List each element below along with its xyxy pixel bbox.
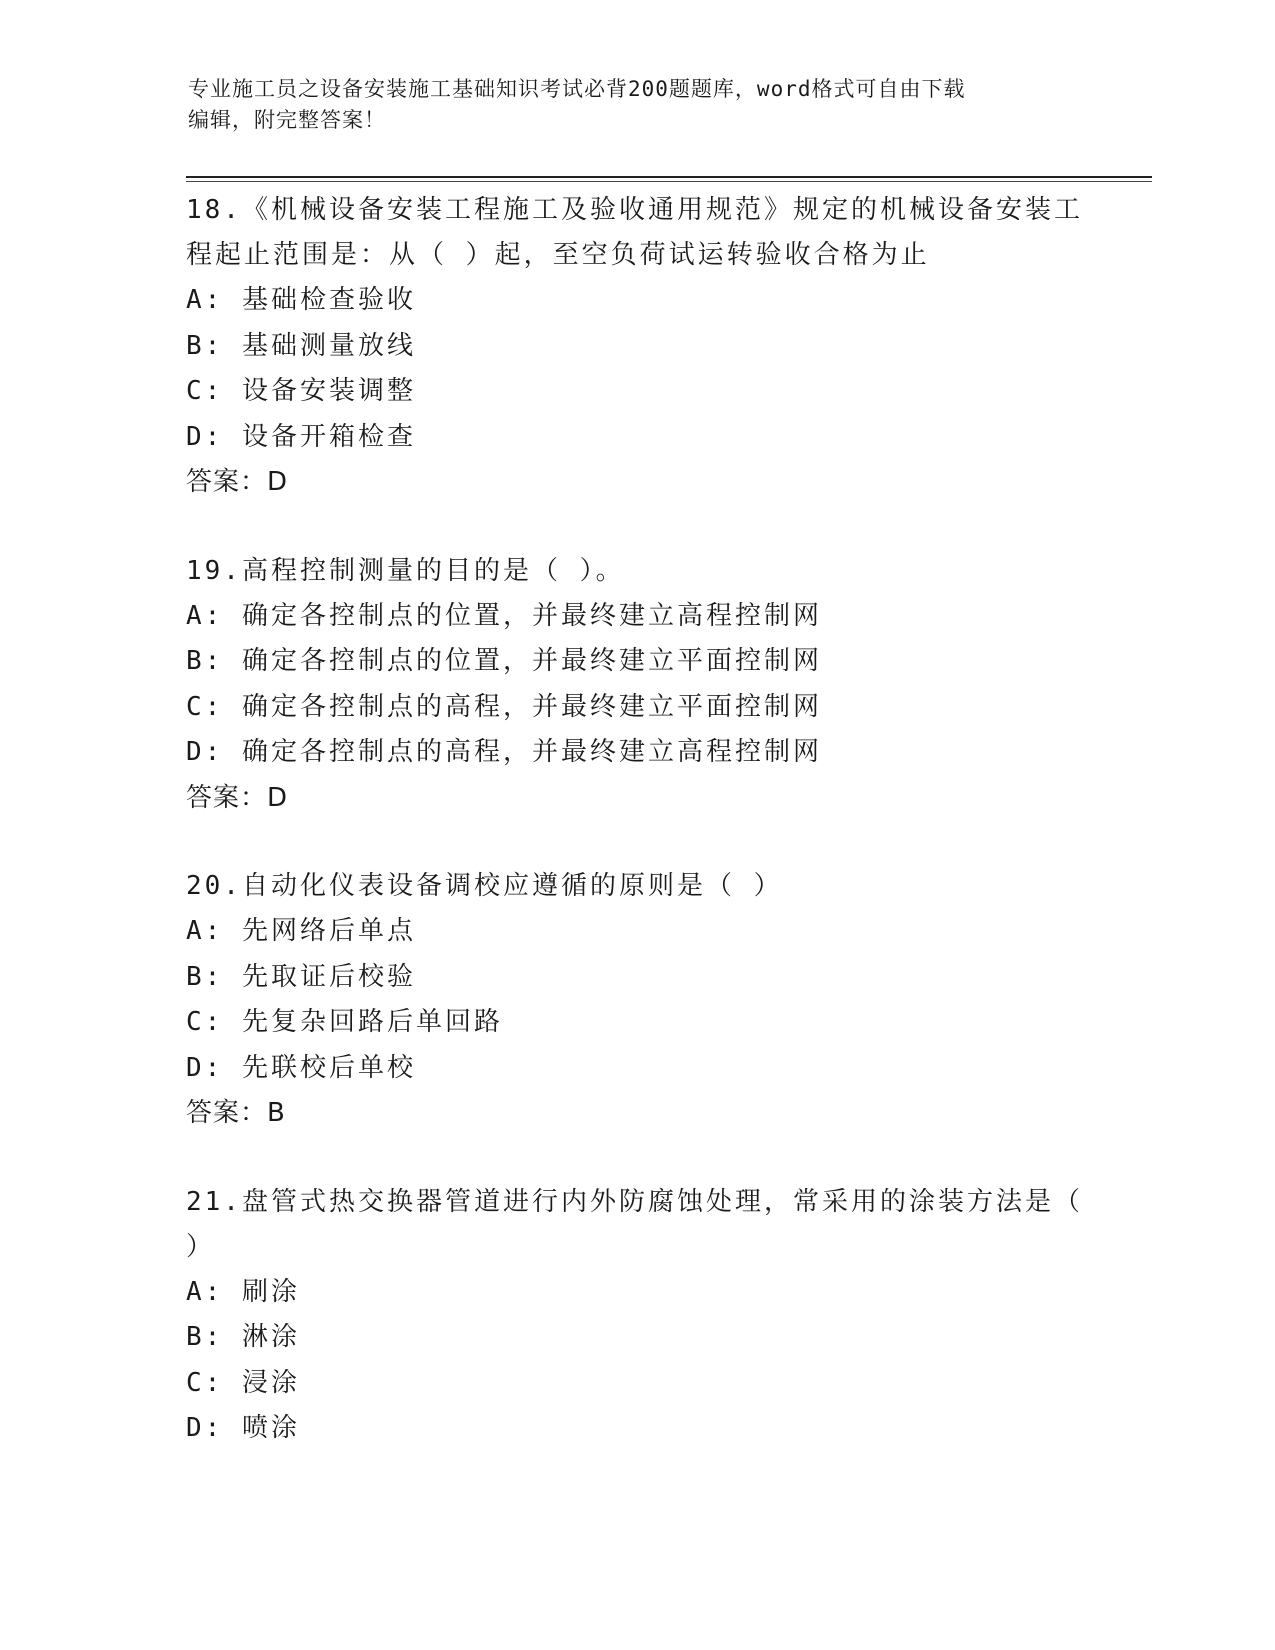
document-header — [188, 74, 1068, 136]
option-a: A: 刷涂 — [186, 1276, 300, 1307]
answer-line: 答案：D — [186, 782, 289, 813]
option-d: D: 先联校后单校 — [186, 1052, 416, 1083]
option-b: B: 基础测量放线 — [186, 330, 416, 361]
question-21 — [186, 1180, 1086, 1452]
answer-line: 答案：D — [186, 467, 289, 497]
option-b: B: 淋涂 — [186, 1322, 300, 1352]
option-c: C: 设备安装调整 — [186, 376, 416, 406]
question-text: 19.高程控制测量的目的是（ ）。 — [186, 555, 625, 586]
option-c: C: 先复杂回路后单回路 — [186, 1007, 503, 1037]
header-line-2: 编辑，附完整答案！ — [188, 108, 386, 132]
option-a: A: 确定各控制点的位置，并最终建立高程控制网 — [186, 600, 822, 631]
option-d: D: 确定各控制点的高程，并最终建立高程控制网 — [186, 737, 822, 767]
option-d: D: 喷涂 — [186, 1413, 300, 1443]
option-d: D: 设备开箱检查 — [186, 421, 416, 452]
question-text: 20.自动化仪表设备调校应遵循的原则是（ ） — [186, 871, 783, 901]
question-20 — [186, 864, 1086, 1137]
header-divider-thick — [186, 176, 1152, 178]
option-c: C: 确定各控制点的高程，并最终建立平面控制网 — [186, 691, 822, 722]
question-19 — [186, 549, 1086, 822]
header-line-1: 专业施工员之设备安装施工基础知识考试必背200题题库，word格式可自由下载 — [188, 77, 966, 101]
option-b: B: 确定各控制点的位置，并最终建立平面控制网 — [186, 646, 822, 676]
question-18 — [186, 188, 1086, 506]
option-b: B: 先取证后校验 — [186, 961, 416, 992]
question-list — [186, 188, 1086, 1495]
option-c: C: 浸涂 — [186, 1367, 300, 1398]
question-text: 18.《机械设备安装工程施工及验收通用规范》规定的机械设备安装工程起止范围是：从（ ）起，至空负荷试运转验收合格为止 — [186, 195, 1083, 270]
question-text: 21.盘管式热交换器管道进行内外防腐蚀处理，常采用的涂装方法是（ ） — [186, 1186, 1083, 1262]
option-a: A: 先网络后单点 — [186, 916, 416, 946]
option-a: A: 基础检查验收 — [186, 285, 416, 315]
answer-line: 答案：B — [186, 1098, 286, 1128]
header-divider-thin — [186, 181, 1152, 182]
